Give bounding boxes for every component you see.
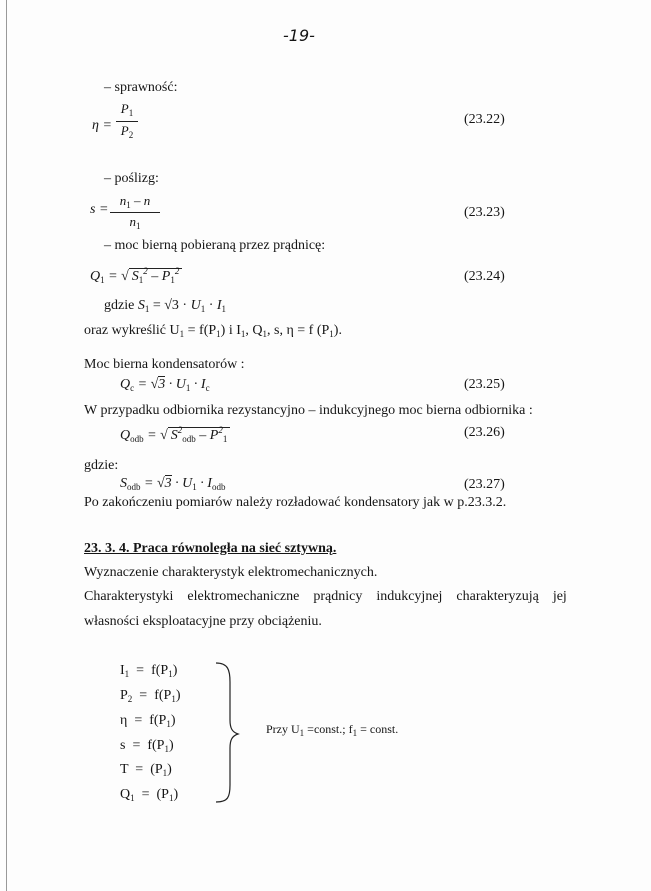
po-zakonczeniu-line: Po zakończeniu pomiarów należy rozładować kondensatory jak w p.23.3.2. [84,495,507,510]
sprawnosc-label: – sprawność: [104,80,178,95]
fraction-bar [116,121,138,122]
w-przypadku-line: W przypadku odbiornika rezystancyjno – indukcyjnego moc bierna odbiornika : [84,403,533,418]
poslizg-label: – poślizg: [104,171,159,186]
qc-formula: $Q_c = √3 \cdot U_1 \cdot I_c$ [120,377,210,393]
sodb-formula: $S_{odb} = √3 \cdot U_1 \cdot I_{odb}$ [120,476,226,492]
s-lhs: s = [90,202,109,217]
list-item: $I_1 = f(P_1)$ [120,663,178,679]
section-paragraph-1: Wyznaczenie charakterystyk elektromechanicznych. [84,565,378,580]
list-item: $T = (P_1)$ [120,762,172,778]
s-numerator: $n_1$ – n [119,193,151,210]
list-item: $s = f(P_1)$ [120,738,174,754]
right-curly-brace-icon [212,660,242,805]
list-item: $P_2 = f(P_1)$ [120,688,181,704]
equation-number-23-22: (23.22) [464,112,505,127]
page-number: -19- [283,26,315,45]
q1-formula: $Q_1$ = √ $S_1^2 - P_1^2$ [90,266,182,285]
scan-edge-line [6,0,7,891]
equation-number-23-24: (23.24) [464,269,505,284]
list-item: $\eta = f(P_1)$ [120,713,176,729]
gdzie-label: gdzie: [84,458,119,473]
equation-number-23-23: (23.23) [464,205,505,220]
section-paragraph-2-line-2: własności eksploatacyjne przy obciążeniu. [84,614,322,629]
fraction-bar [110,212,160,213]
equation-number-23-27: (23.27) [464,477,505,492]
s-denominator: $n_1$ [129,214,141,231]
equation-number-23-26: (23.26) [464,425,505,440]
eta-denominator: $P_2$ [120,123,134,140]
section-heading: 23. 3. 4. Praca równoległa na sieć sztywną. [84,541,337,556]
eta-numerator: $P_1$ [120,101,134,118]
moc-bierna-label: – moc bierną pobieraną przez prądnicę: [104,238,326,253]
oraz-line: oraz wykreślić $U_1 = f(P_1)$ i $I_1$, $Q_1$, s, η = f $(P_1)$. [84,323,342,339]
moc-kondensatorow-label: Moc bierna kondensatorów : [84,357,245,372]
gdzie-s1-line: gdzie $S_1 = √3 \cdot U_1 \cdot I_1$ [104,298,227,314]
qodb-formula: $Q_{odb}$ = √ $S^2_{odb} - P^2_1$ [120,425,230,444]
section-paragraph-2-line-1: Charakterystyki elektromechaniczne prądnicy indukcyjnej charakteryzują jej [84,589,567,604]
condition-text: Przy $U_1$ =const.; $f_1$ = const. [266,722,399,738]
eta-lhs: η = [92,118,112,133]
list-item: $Q_1 = (P_1)$ [120,787,179,803]
equation-number-23-25: (23.25) [464,377,505,392]
